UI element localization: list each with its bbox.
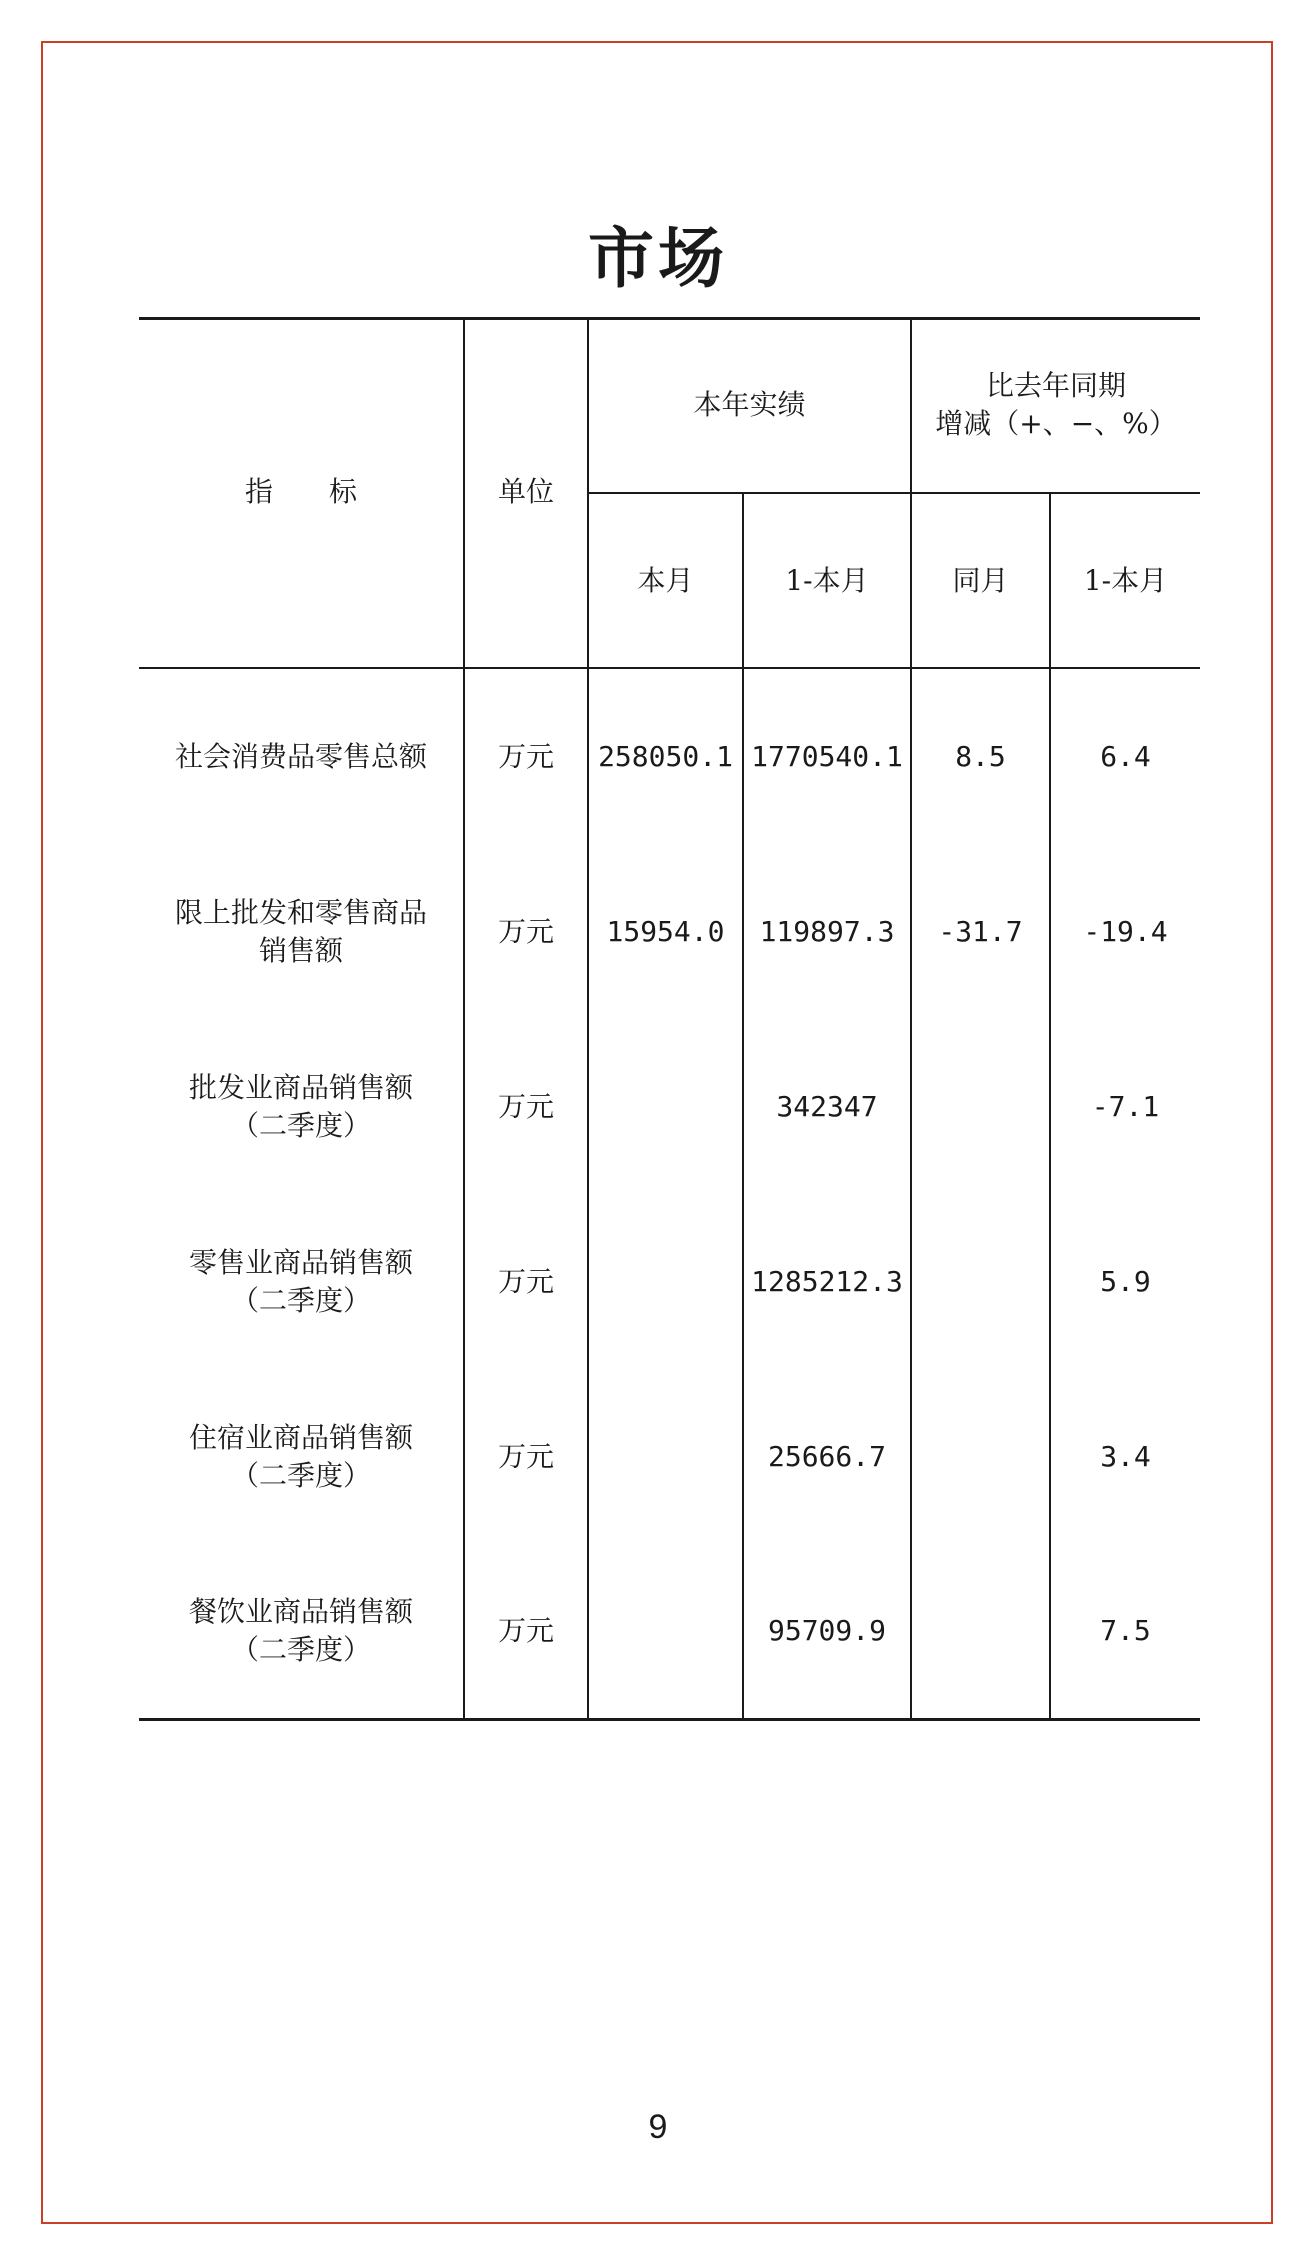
table-row-cumulative: 25666.7 <box>767 1439 886 1473</box>
table-row-month-yoy <box>912 1544 1049 1718</box>
header-jan-to-month-yoy: 1-本月 <box>1083 563 1168 597</box>
table-row-month-yoy: 8.5 <box>955 739 1006 773</box>
table-row-label: 零售业商品销售额 （二季度） <box>188 1245 413 1317</box>
header-this-year: 本年实绩 <box>693 387 806 421</box>
table-row-month-yoy <box>912 1019 1049 1194</box>
table-row-unit: 万元 <box>497 1264 554 1298</box>
table-row-cumulative: 1285212.3 <box>751 1264 903 1298</box>
page-title: 市场 <box>588 219 728 297</box>
header-unit: 单位 <box>497 475 554 508</box>
header-yoy <box>912 317 1200 492</box>
table-row-month <box>589 1019 742 1194</box>
table-row-label: 批发业商品销售额 （二季度） <box>188 1070 413 1142</box>
table-row-unit: 万元 <box>497 1089 554 1123</box>
table-row-unit: 万元 <box>497 1439 554 1473</box>
table-row-cumulative-yoy: -7.1 <box>1091 1089 1160 1123</box>
table-row-label: 住宿业商品销售额 （二季度） <box>188 1420 413 1492</box>
table-row-label: 社会消费品零售总额 <box>174 739 427 773</box>
table-row-cumulative-yoy: 5.9 <box>1100 1264 1151 1298</box>
table-row-label: 限上批发和零售商品 销售额 <box>174 895 427 967</box>
table-row-month: 258050.1 <box>598 739 733 773</box>
table-row-cumulative: 95709.9 <box>767 1614 886 1647</box>
header-yoy-line2: 增减（+、−、%） <box>935 406 1177 440</box>
table-row-cumulative: 1770540.1 <box>751 739 903 773</box>
table-row-month <box>589 1369 742 1544</box>
table-row-month <box>589 1544 742 1718</box>
table-row-unit: 万元 <box>497 914 554 948</box>
table-row-label: 餐饮业商品销售额 （二季度） <box>188 1595 413 1666</box>
table-row-unit: 万元 <box>497 739 554 773</box>
header-same-month: 同月 <box>952 563 1009 597</box>
table-row-month-yoy <box>912 1369 1049 1544</box>
table-row-cumulative-yoy: 6.4 <box>1100 739 1151 773</box>
table-row-month: 15954.0 <box>606 914 725 948</box>
page-number: 9 <box>648 2108 668 2146</box>
table-row-month <box>589 1194 742 1369</box>
header-indicator: 指 标 <box>244 475 357 508</box>
header-this-month: 本月 <box>637 563 694 597</box>
table-row-cumulative-yoy: 3.4 <box>1100 1439 1151 1473</box>
table-row-cumulative-yoy: 7.5 <box>1100 1614 1151 1647</box>
market-table <box>139 317 1200 1720</box>
table-row-cumulative-yoy: -19.4 <box>1083 914 1168 948</box>
table-row-month-yoy <box>912 1194 1049 1369</box>
table-row-cumulative: 119897.3 <box>759 914 895 948</box>
table-row-unit: 万元 <box>497 1614 554 1647</box>
table-bottom-rule <box>139 1718 1200 1721</box>
table-row-month-yoy: -31.7 <box>938 914 1023 948</box>
header-jan-to-month: 1-本月 <box>785 563 869 597</box>
table-row-cumulative: 342347 <box>776 1089 878 1123</box>
header-yoy-line1: 比去年同期 <box>985 368 1126 402</box>
